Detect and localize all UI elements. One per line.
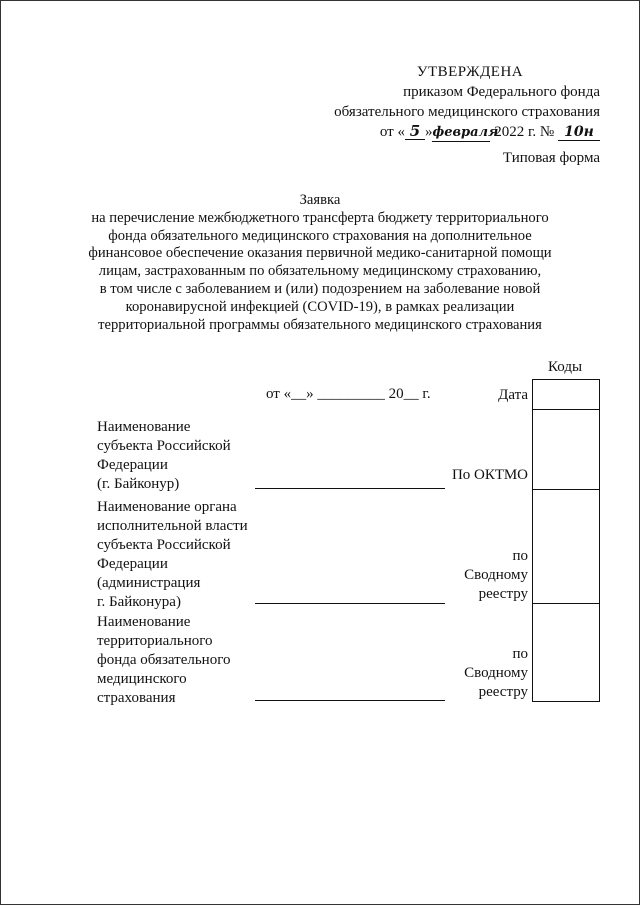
approval-year: 2022 г. № [494,124,555,140]
codes-divider [533,409,599,410]
label-line: Наименование [97,614,191,630]
title-line: коронавирусной инфекцией (COVID-19), в рамках реализации [125,298,515,315]
label-line: страхования [97,690,176,706]
label-line: (г. Байконур) [97,476,180,492]
authority-registry-label [464,547,528,604]
label-line: по [512,548,528,564]
title-line: финансовое обеспечение оказания первичной медико-санитарной помощи [88,245,552,262]
label-line: субъекта Российской [97,537,231,553]
approval-month: февраля [432,125,499,140]
label-line: субъекта Российской [97,438,231,454]
approval-number: 10н [558,124,600,141]
label-line: исполнительной власти [97,518,248,534]
label-line: Федерации [97,556,168,572]
title-heading: Заявка [299,192,341,208]
codes-divider [533,603,599,604]
title-line: территориальной программы обязательного медицинского страхования [98,316,542,333]
authority-name-label [97,498,257,612]
request-date-field[interactable]: от «__» _________ 20__ г. [266,386,431,402]
label-line: реестру [478,684,528,700]
approval-title: УТВЕРЖДЕНА [416,64,524,80]
approval-date-line [300,122,600,142]
label-line: медицинского [97,671,187,687]
label-line: (администрация [97,575,201,591]
fund-registry-label [464,645,528,702]
label-line: территориального [97,633,213,649]
approval-block [300,62,600,142]
date-code-label: Дата [498,387,528,403]
codes-divider [533,489,599,490]
title-line: на перечисление межбюджетного трансферта бюджету территориального [91,209,549,226]
approval-line-2: обязательного медицинского страхования [334,104,600,120]
approval-date-prefix: от « [379,124,405,140]
codes-header: Коды [548,359,583,375]
label-line: Наименование [97,419,191,435]
subject-name-field[interactable] [255,488,445,489]
document-title [40,192,600,334]
fund-name-label [97,613,257,708]
oktmo-code-label: По ОКТМО [451,467,528,483]
label-line: по [512,646,528,662]
form-type: Типовая форма [502,150,600,166]
label-line: Сводному [464,567,528,583]
label-line: Федерации [97,457,168,473]
approval-day: 5 [405,123,425,140]
subject-name-label [97,418,257,494]
fund-name-field[interactable] [255,700,445,701]
title-line: фонда обязательного медицинского страхования на дополнительное [108,227,532,244]
approval-day-suffix: » [424,124,433,140]
label-line: Наименование органа [97,499,237,515]
codes-table [532,379,600,702]
label-line: Сводному [464,665,528,681]
authority-name-field[interactable] [255,603,445,604]
label-line: реестру [478,586,528,602]
label-line: фонда обязательного [97,652,231,668]
title-line: лицам, застрахованным по обязательному медицинскому страхованию, [98,263,542,280]
title-line: в том числе с заболеванием и (или) подозрением на заболевание новой [99,280,541,297]
approval-line-1: приказом Федерального фонда [403,84,600,100]
label-line: г. Байконура) [97,594,181,610]
